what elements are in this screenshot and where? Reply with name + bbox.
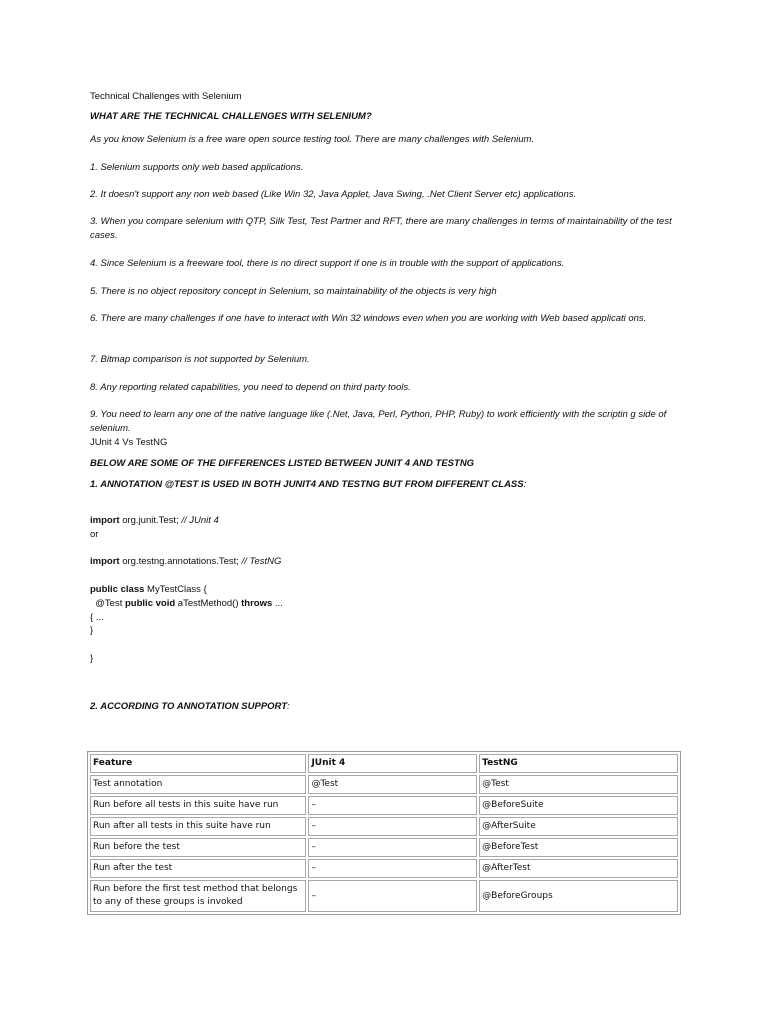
code-line-junit-import: import org.junit.Test; // JUnit 4 <box>90 515 219 526</box>
cell-testng: @Test <box>479 775 678 794</box>
cell-testng: @BeforeTest <box>479 838 678 857</box>
code-line-or: or <box>90 529 99 540</box>
cell-feature: Run before all tests in this suite have run <box>90 796 306 815</box>
cell-junit4: @Test <box>308 775 477 794</box>
header-junit4: JUnit 4 <box>308 754 477 773</box>
comparison-table <box>87 751 681 915</box>
table-row <box>90 880 678 912</box>
doc-title: Technical Challenges with Selenium <box>90 91 242 102</box>
challenge-point-7: 7. Bitmap comparison is not supported by Selenium. <box>90 354 310 365</box>
table-row <box>90 775 678 794</box>
cell-feature: Run before the first test method that belongs to any of these groups is invoked <box>90 880 306 912</box>
table-row <box>90 859 678 878</box>
cell-junit4: – <box>308 859 477 878</box>
cell-testng: @AfterSuite <box>479 817 678 836</box>
challenge-point-5: 5. There is no object repository concept in Selenium, so maintainability of the objects is very high <box>90 286 497 297</box>
section2-title: JUnit 4 Vs TestNG <box>90 437 168 448</box>
table-row <box>90 796 678 815</box>
challenge-point-6: 6. There are many challenges if one have to interact with Win 32 windows even when you are working with Web based applicati ons. <box>90 313 647 324</box>
code-line-brace-inner: } <box>90 625 94 636</box>
table-row <box>90 838 678 857</box>
cell-junit4: – <box>308 817 477 836</box>
cell-feature: Test annotation <box>90 775 306 794</box>
sub-heading-1: 1. ANNOTATION @TEST IS USED IN BOTH JUNIT4 AND TESTNG BUT FROM DIFFERENT CLASS: <box>90 479 527 490</box>
header-testng: TestNG <box>479 754 678 773</box>
cell-testng: @AfterTest <box>479 859 678 878</box>
cell-feature: Run after the test <box>90 859 306 878</box>
challenge-point-9: 9. You need to learn any one of the native language like (.Net, Java, Perl, Python, PHP, Ruby) to work efficiently with the scriptin g side of selenium. <box>90 409 667 434</box>
code-line-brace-outer: } <box>90 653 94 664</box>
challenge-point-4: 4. Since Selenium is a freeware tool, there is no direct support if one is in trouble with the support of applications. <box>90 258 565 269</box>
table-row <box>90 817 678 836</box>
code-line-method: @Test public void aTestMethod() throws ... <box>90 598 283 609</box>
code-line-brace-open: { ... <box>90 612 104 623</box>
challenge-point-8: 8. Any reporting related capabilities, you need to depend on third party tools. <box>90 382 411 393</box>
code-line-testng-import: import org.testng.annotations.Test; // TestNG <box>90 556 282 567</box>
cell-junit4: – <box>308 838 477 857</box>
code-line-class-decl: public class MyTestClass { <box>90 584 207 595</box>
intro-paragraph: As you know Selenium is a free ware open source testing tool. There are many challenges with Selenium. <box>90 134 535 145</box>
cell-feature: Run after all tests in this suite have run <box>90 817 306 836</box>
cell-feature: Run before the test <box>90 838 306 857</box>
cell-testng: @BeforeGroups <box>479 880 678 912</box>
section2-heading: BELOW ARE SOME OF THE DIFFERENCES LISTED BETWEEN JUNIT 4 AND TESTNG <box>90 458 475 469</box>
sub-heading-2: 2. ACCORDING TO ANNOTATION SUPPORT: <box>90 701 290 712</box>
challenge-point-1: 1. Selenium supports only web based applications. <box>90 162 304 173</box>
cell-junit4: – <box>308 880 477 912</box>
challenge-point-3: 3. When you compare selenium with QTP, Silk Test, Test Partner and RFT, there are many challenges in terms of maintainability of the test cases. <box>90 216 672 241</box>
table-header-row <box>90 754 678 773</box>
section-heading: WHAT ARE THE TECHNICAL CHALLENGES WITH SELENIUM? <box>90 111 372 122</box>
cell-junit4: – <box>308 796 477 815</box>
header-feature: Feature <box>90 754 306 773</box>
challenge-point-2: 2. It doesn't support any non web based (Like Win 32, Java Applet, Java Swing, .Net Client Server etc) applications. <box>90 189 577 200</box>
cell-testng: @BeforeSuite <box>479 796 678 815</box>
